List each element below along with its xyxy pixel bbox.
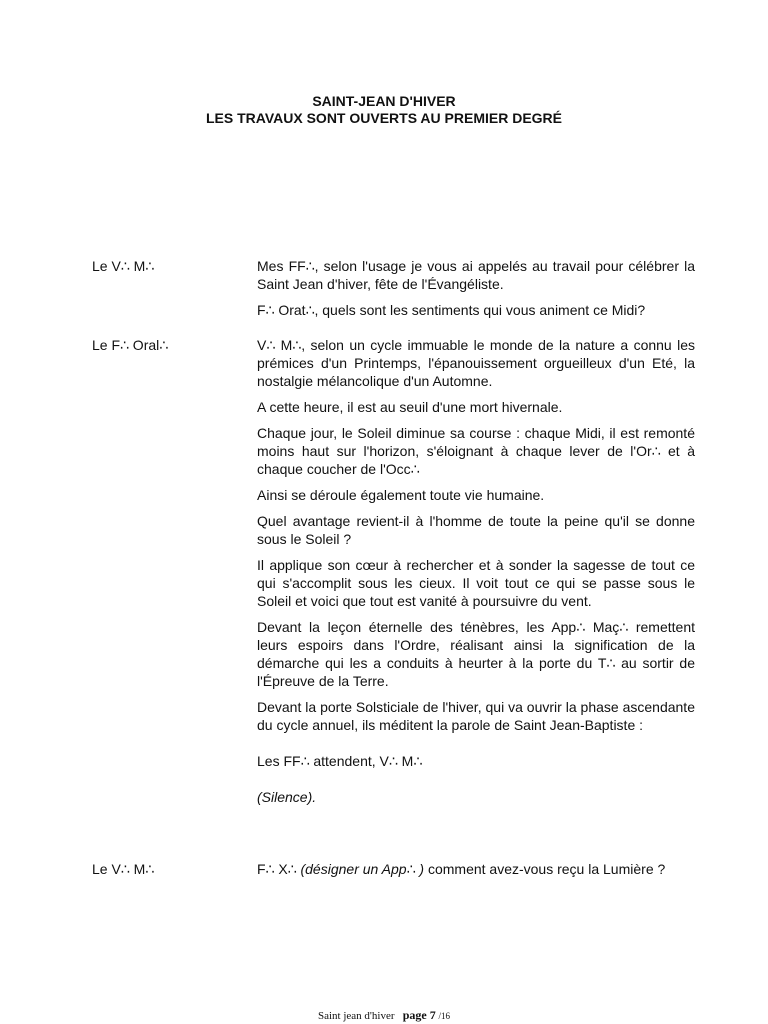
page-footer [0,1008,768,1023]
paragraph [257,860,695,878]
paragraph: Devant la leçon éternelle des ténèbres, les App∴ Maç∴ remettent leurs espoirs dans l'Ordre, réalisant ainsi la signification de la démarche qui les a conduits à heurter à la porte du T∴ au sortir de l'Épreuve de la Terre. [257,619,695,689]
footer-doc-name: Saint jean d'hiver [317,1010,395,1022]
paragraph: V∴ M∴, selon un cycle immuable le monde de la nature a connu les prémices d'un Printemps, l'épanouissement orgueilleux d'un Eté, la nostalgie mélancolique d'un Automne. [257,337,695,389]
question-text: comment avez-vous reçu la Lumière ? [427,861,666,877]
speech-text [257,860,695,886]
speech-text [257,336,695,814]
footer-page-total: /16 [438,1011,451,1021]
title-line-1: SAINT-JEAN D'HIVER [312,93,456,109]
stage-direction: (désigner un App∴ ) [300,861,425,877]
addressee: F∴ X∴ [257,861,297,877]
page-title [0,93,768,127]
paragraph: Les FF∴ attendent, V∴ M∴ [257,753,423,769]
paragraph [257,788,695,806]
paragraph: Mes FF∴, selon l'usage je vous ai appelés au travail pour célébrer la Saint Jean d'hiver, fête de l'Évangéliste. [257,258,695,292]
footer-page-number: page 7 [402,1008,436,1022]
speaker-label: Le V∴ M∴ [92,861,155,877]
paragraph: Chaque jour, le Soleil diminue sa course : chaque Midi, il est remonté moins haut sur l'horizon, s'éloignant à chaque lever de l'Or∴ et à chaque coucher de l'Occ∴ [257,425,695,477]
paragraph: Il applique son cœur à rechercher et à sonder la sagesse de tout ce qui s'accomplit sous les cieux. Il voit tout ce qui se passe sous le Soleil et voici que tout est vanité à poursuivre du vent. [257,557,695,609]
speech-text [257,257,695,327]
speaker-label: Le V∴ M∴ [92,258,155,274]
paragraph: Ainsi se déroule également toute vie humaine. [257,487,545,503]
paragraph: F∴ Orat∴, quels sont les sentiments qui vous animent ce Midi? [257,302,646,318]
stage-direction: (Silence). [257,789,317,805]
paragraph: Quel avantage revient-il à l'homme de toute la peine qu'il se donne sous le Soleil ? [257,513,695,547]
speaker-label: Le F∴ Oral∴ [92,337,169,353]
paragraph: Devant la porte Solsticiale de l'hiver, qui va ouvrir la phase ascendante du cycle annuel, ils méditent la parole de Saint Jean-Baptiste : [257,699,695,733]
title-line-2: LES TRAVAUX SONT OUVERTS AU PREMIER DEGRÉ [206,110,562,126]
paragraph: A cette heure, il est au seuil d'une mort hivernale. [257,399,563,415]
